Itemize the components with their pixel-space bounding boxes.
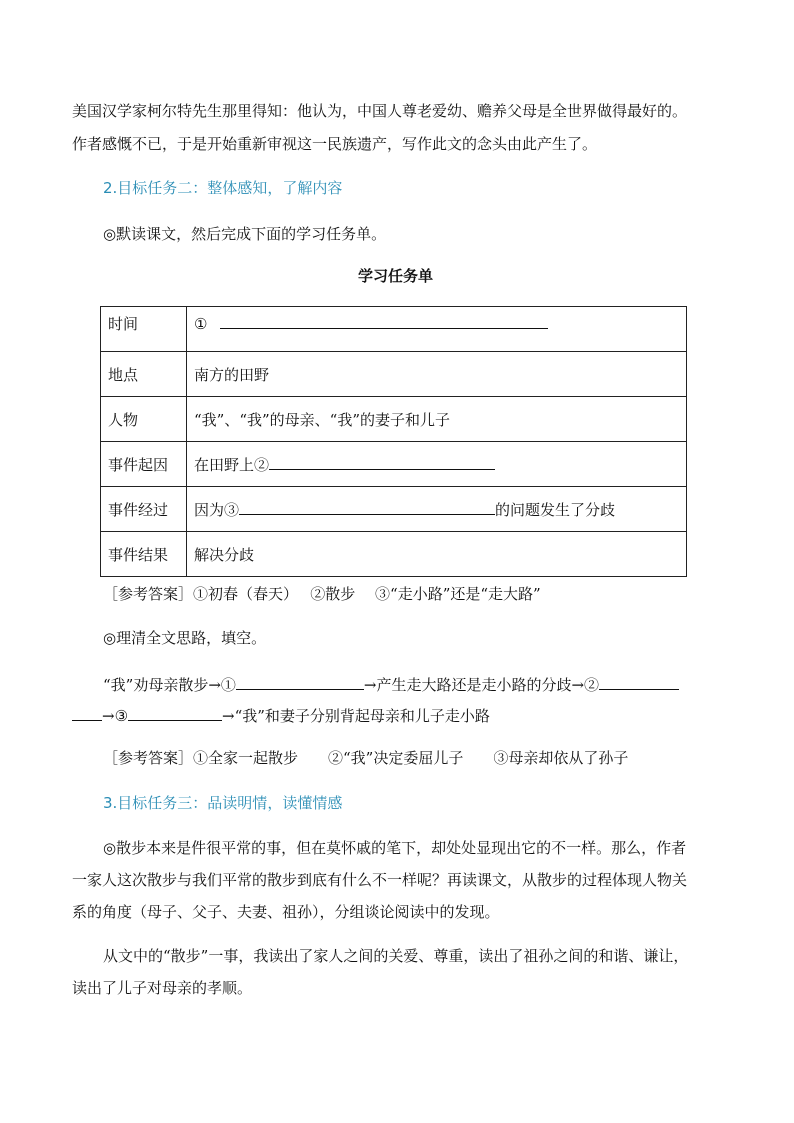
blank-line[interactable] (72, 705, 102, 721)
flow-part-c: →③ (102, 707, 129, 725)
intro-line-2: 作者感慨不已，于是开始重新审视这一民族遗产，写作此文的念头由此产生了。 (72, 135, 598, 153)
blank-line[interactable] (599, 674, 679, 690)
blank-line[interactable] (236, 674, 364, 690)
answer-2: ［参考答案］①全家一起散步 ②“我”决定委屈儿子 ③母亲却依从了孙子 (103, 749, 629, 767)
row-content (187, 487, 687, 532)
row-label: 时间 (101, 307, 187, 352)
row-label: 地点 (101, 352, 187, 397)
task-table (100, 306, 687, 577)
row-content (187, 442, 687, 487)
row-prefix: ① (194, 315, 208, 333)
row-suffix: 的问题发生了分歧 (495, 500, 616, 519)
task3-para2-line1: 从文中的“散步”一事，我读出了家人之间的关爱、尊重，读出了祖孙之间的和谐、谦让， (103, 947, 689, 965)
table-row (101, 487, 687, 532)
table-row (101, 307, 687, 352)
row-content: “我”、“我”的母亲、“我”的妻子和儿子 (187, 397, 687, 442)
task3-para1-line3: 系的角度（母子、父子、夫妻、祖孙），分组谈论阅读中的发现。 (72, 903, 500, 921)
table-row (101, 397, 687, 442)
row-label: 人物 (101, 397, 187, 442)
task3-para2-line2: 读出了儿子对母亲的孝顺。 (72, 979, 253, 997)
flow-line-1 (103, 674, 679, 695)
blank-line[interactable] (220, 313, 548, 329)
row-content: 解决分歧 (187, 532, 687, 577)
task2-instruction-2: ◎理清全文思路，填空。 (103, 629, 267, 647)
task3-heading: 3.目标任务三：品读明情，读懂情感 (103, 794, 343, 812)
table-row (101, 532, 687, 577)
row-prefix: 在田野上② (194, 455, 270, 474)
flow-line-2 (72, 705, 490, 726)
intro-line-1: 美国汉学家柯尔特先生那里得知：他认为，中国人尊老爱幼、赡养父母是全世界做得最好的。 (72, 102, 688, 120)
task2-instruction: ◎默读课文，然后完成下面的学习任务单。 (103, 225, 387, 243)
answer-1: ［参考答案］①初春（春天） ②散步 ③“走小路”还是“走大路” (103, 585, 541, 603)
task3-para1-line1: ◎散步本来是件很平常的事，但在莫怀戚的笔下，却处处显现出它的不一样。那么，作者 (103, 839, 687, 857)
row-prefix: 因为③ (194, 500, 240, 519)
blank-line[interactable] (269, 454, 495, 470)
task2-heading: 2.目标任务二：整体感知，了解内容 (103, 179, 343, 197)
row-label: 事件起因 (101, 442, 187, 487)
row-label: 事件结果 (101, 532, 187, 577)
table-row (101, 352, 687, 397)
table-row (101, 442, 687, 487)
blank-line[interactable] (128, 705, 222, 721)
row-content: 南方的田野 (187, 352, 687, 397)
blank-line[interactable] (239, 499, 495, 515)
flow-part-b: →产生走大路还是走小路的分歧→② (363, 676, 600, 694)
flow-part-d: →“我”和妻子分别背起母亲和儿子走小路 (222, 707, 490, 725)
task3-para1-line2: 一家人这次散步与我们平常的散步到底有什么不一样呢？再读课文，从散步的过程体现人物关 (72, 871, 688, 889)
table-title: 学习任务单 (358, 267, 434, 285)
row-label: 事件经过 (101, 487, 187, 532)
row-content (187, 307, 687, 352)
flow-part-a: “我”劝母亲散步→① (103, 676, 236, 694)
